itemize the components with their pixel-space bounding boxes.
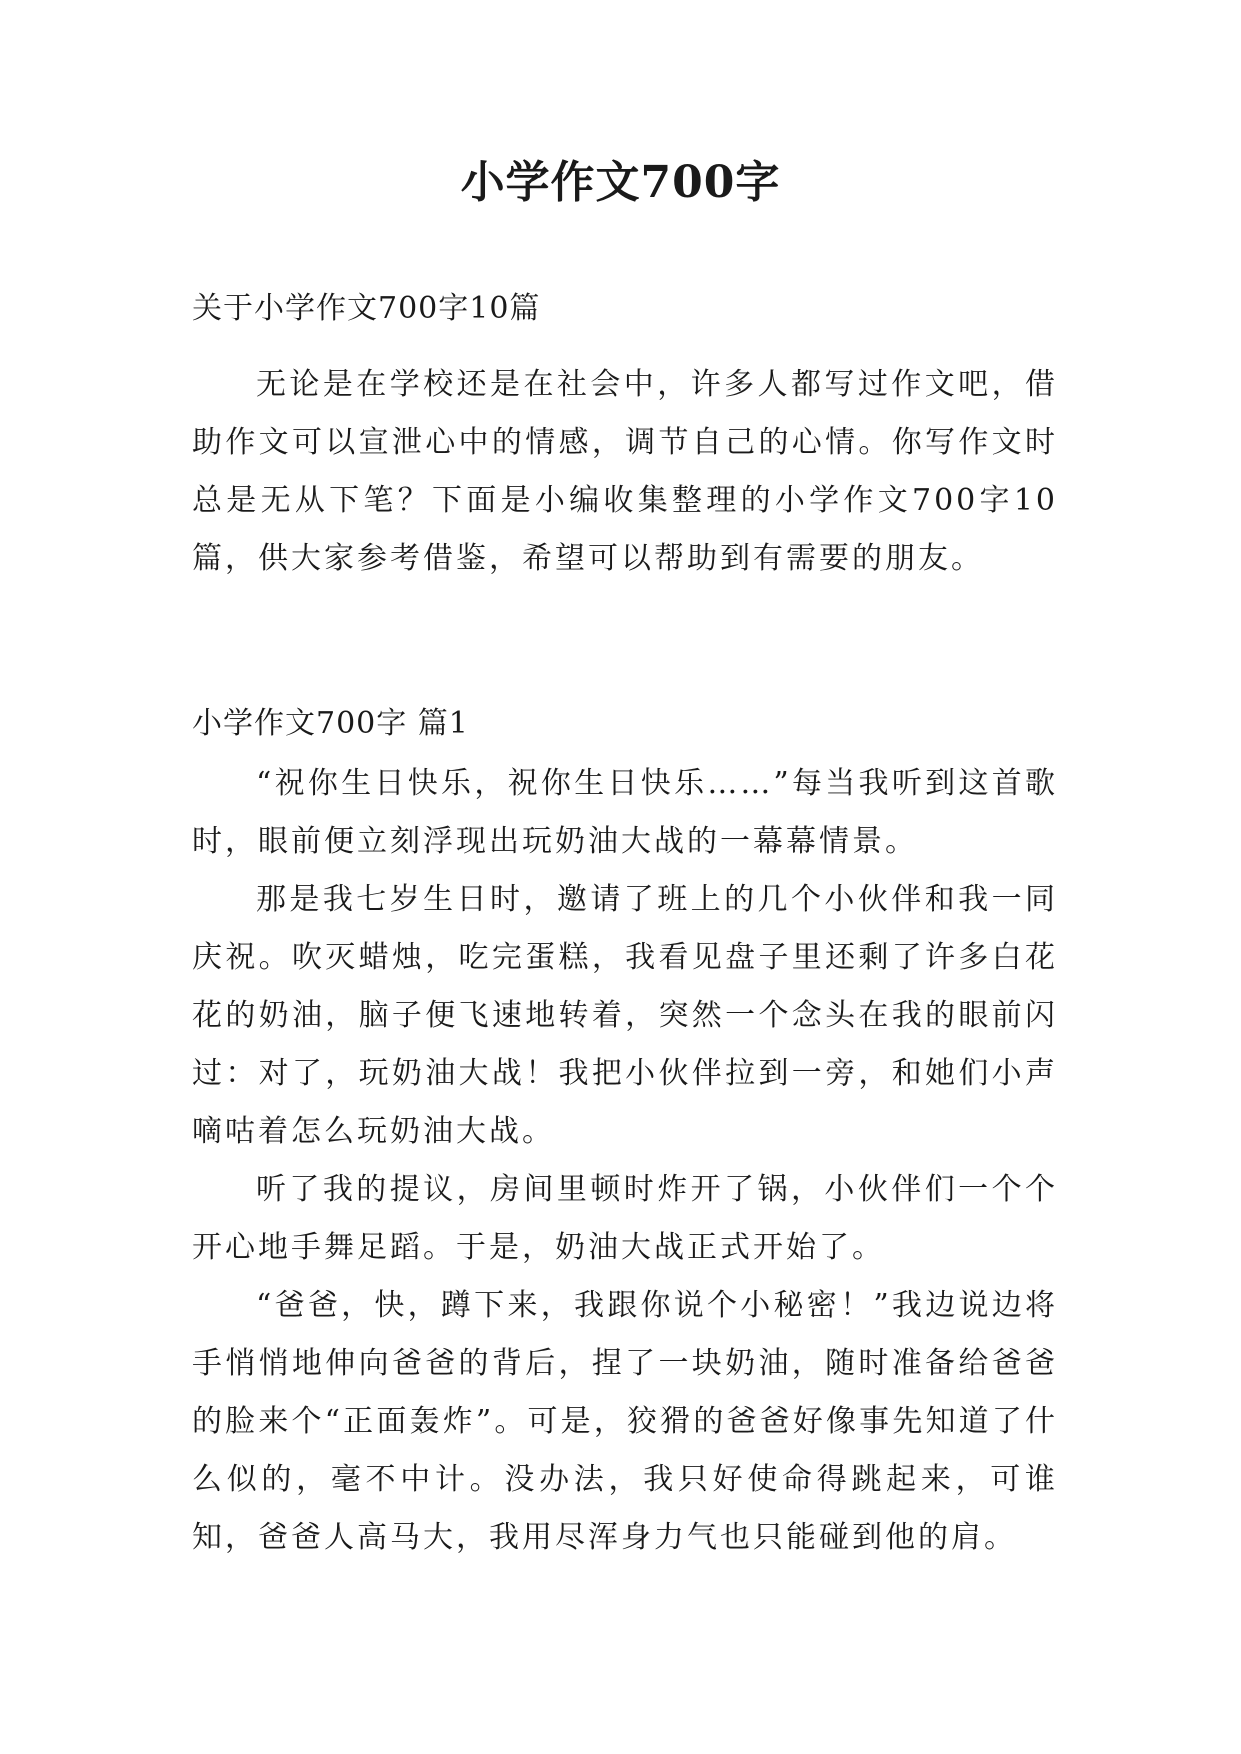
document-subtitle: 关于小学作文700字10篇 (192, 291, 541, 326)
body-paragraph: 听了我的提议，房间里顿时炸开了锅，小伙伴们一个个开心地手舞足蹈。于是，奶油大战正式开始了。 (192, 1172, 1058, 1265)
body-paragraph: “祝你生日快乐，祝你生日快乐……”每当我听到这首歌时，眼前便立刻浮现出玩奶油大战的一幕幕情景。 (192, 766, 1058, 859)
intro-paragraph: 无论是在学校还是在社会中，许多人都写过作文吧，借助作文可以宣泄心中的情感，调节自己的心情。你写作文时总是无从下笔？下面是小编收集整理的小学作文700字10篇，供大家参考借鉴，希望可以帮助到有需要的朋友。 (192, 367, 1058, 576)
body-paragraph: 那是我七岁生日时，邀请了班上的几个小伙伴和我一同庆祝。吹灭蜡烛，吃完蛋糕，我看见盘子里还剩了许多白花花的奶油，脑子便飞速地转着，突然一个念头在我的眼前闪过：对了，玩奶油大战！我把小伙伴拉到一旁，和她们小声嘀咕着怎么玩奶油大战。 (192, 882, 1058, 1149)
section-heading: 小学作文700字 篇1 (192, 706, 469, 741)
body-paragraph: “爸爸，快，蹲下来，我跟你说个小秘密！”我边说边将手悄悄地伸向爸爸的背后，捏了一块奶油，随时准备给爸爸的脸来个“正面轰炸”。可是，狡猾的爸爸好像事先知道了什么似的，毫不中计。没办法，我只好使命得跳起来，可谁知，爸爸人高马大，我用尽浑身力气也只能碰到他的肩。 (192, 1288, 1058, 1555)
document-title: 小学作文700字 (460, 157, 781, 208)
